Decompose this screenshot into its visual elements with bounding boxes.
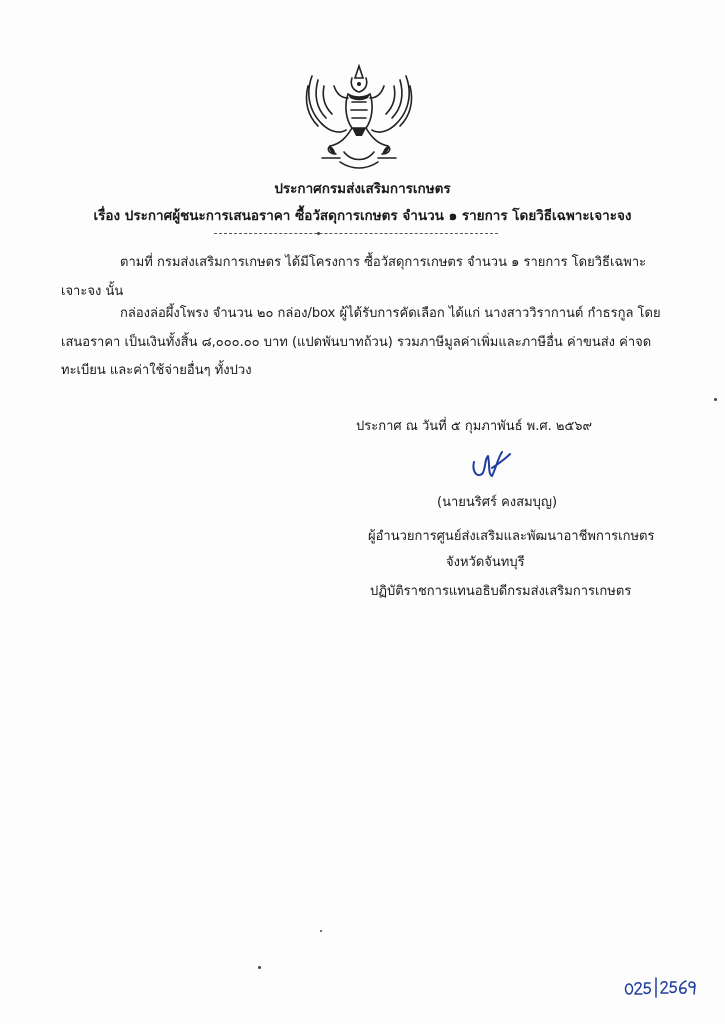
garuda-emblem	[300, 62, 418, 174]
announcement-subject: เรื่อง ประกาศผู้ชนะการเสนอราคา ซื้อวัสดุการเกษตร จำนวน ๑ รายการ โดยวิธีเฉพาะเจาะจง	[93, 208, 632, 224]
signatory-position-line-1: ผู้อำนวยการศูนย์ส่งเสริมและพัฒนาอาชีพการเกษตร	[368, 529, 655, 544]
signatory-name: (นายนริศร์ คงสมบุญ)	[437, 495, 558, 510]
signatory-position-line-2: จังหวัดจันทบุรี	[446, 555, 525, 570]
scan-speck	[714, 398, 717, 401]
handwritten-signature	[470, 448, 514, 482]
announcement-title: ประกาศกรมส่งเสริมการเกษตร	[274, 181, 451, 197]
paragraph-2-line-1: กล่องล่อผึ้งโพรง จำนวน ๒๐ กล่อง/box ผู้ได้รับการคัดเลือก ได้แก่ นางสาววิรากานต์ กำธรกูล โดย	[120, 306, 661, 321]
paragraph-1-line-1: ตามที่ กรมส่งเสริมการเกษตร ได้มีโครงการ ซื้อวัสดุการเกษตร จำนวน ๑ รายการ โดยวิธีเฉพาะ	[120, 255, 647, 270]
title-divider	[214, 233, 498, 234]
scan-speck	[317, 232, 320, 235]
paragraph-2-line-2: เสนอราคา เป็นเงินทั้งสิ้น ๘,๐๐๐.๐๐ บาท (แปดพันบาทถ้วน) รวมภาษีมูลค่าเพิ่มและภาษีอื่น ค่าขนส่ง ค่าจด	[61, 335, 652, 350]
paragraph-2-line-3: ทะเบียน และค่าใช้จ่ายอื่นๆ ทั้งปวง	[61, 363, 252, 378]
signatory-position-line-3: ปฏิบัติราชการแทนอธิบดีกรมส่งเสริมการเกษตร	[370, 584, 632, 599]
scan-speck	[258, 966, 261, 969]
announcement-date: ประกาศ ณ วันที่ ๕ กุมภาพันธ์ พ.ศ. ๒๕๖๙	[356, 419, 593, 434]
handwritten-document-number	[624, 975, 704, 999]
paragraph-1-line-2: เจาะจง นั้น	[61, 284, 124, 299]
scan-speck	[320, 930, 322, 932]
